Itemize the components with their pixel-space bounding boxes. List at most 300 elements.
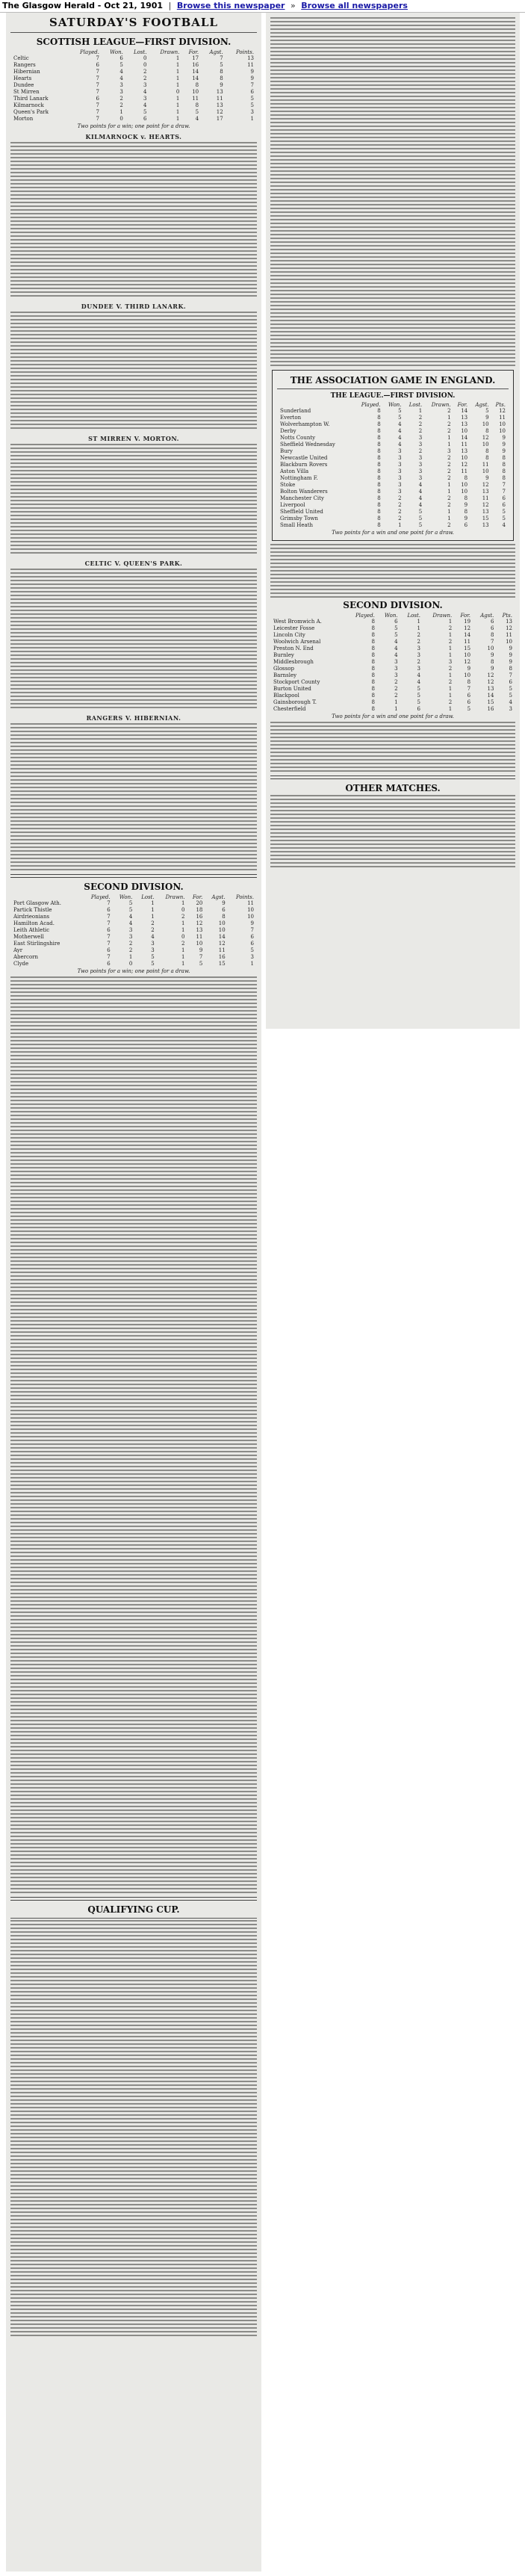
table-cell: 8 — [220, 69, 223, 75]
table-cell: 2 — [394, 693, 398, 699]
table-cell: 11 — [216, 96, 223, 102]
table-cell: 3 — [398, 462, 402, 468]
table-cell: 12 — [216, 109, 223, 115]
table-cell: 8 — [371, 679, 375, 685]
results-text — [270, 544, 515, 598]
table-cell: 7 — [107, 914, 111, 920]
match-heading: CELTIC V. QUEEN'S PARK. — [84, 560, 183, 567]
table-cell: 4 — [398, 428, 402, 434]
table-row — [12, 914, 255, 920]
table-cell: 8 — [464, 495, 468, 501]
table-cell: 7 — [199, 954, 203, 960]
table-cell: 1 — [448, 645, 453, 651]
table-cell: 1 — [394, 706, 398, 712]
table-cell: 1 — [181, 947, 185, 953]
table-cell: 8 — [464, 475, 468, 481]
table-cell: 4 — [509, 699, 512, 705]
table-cell: 9 — [220, 82, 223, 88]
table-cell: 10 — [499, 428, 506, 434]
table-row — [12, 55, 255, 62]
match-report-text — [10, 723, 257, 873]
table-cell: 1 — [175, 62, 180, 68]
table-cell: 14 — [461, 408, 468, 414]
table-cell: 8 — [195, 82, 199, 88]
table-cell: 2 — [398, 515, 402, 521]
browse-all-newspapers-link[interactable]: Browse all newspapers — [301, 1, 408, 10]
table-cell: 1 — [447, 482, 451, 488]
table-cell: 5 — [418, 515, 423, 521]
table-row — [272, 672, 514, 679]
table-cell: 11 — [461, 442, 468, 448]
table-cell: 10 — [482, 468, 489, 474]
column-header: Agst. — [209, 49, 223, 55]
table-cell: 13 — [487, 686, 494, 692]
team-name: Kilmarnock — [13, 102, 44, 108]
table-cell: 4 — [128, 920, 133, 926]
table-cell: 2 — [448, 699, 453, 705]
table-cell: 4 — [398, 421, 402, 427]
table-cell: 9 — [250, 75, 254, 81]
table-cell: 8 — [377, 475, 381, 481]
table-cell: 18 — [196, 907, 203, 913]
second-division-heading: SECOND DIVISION. — [84, 882, 184, 892]
table-cell: 1 — [448, 632, 453, 638]
table-cell: 7 — [509, 672, 512, 678]
table-row — [279, 435, 507, 442]
table-cell: 6 — [96, 62, 99, 68]
table-row — [12, 82, 255, 89]
table-cell: 8 — [467, 679, 471, 685]
divider — [10, 1918, 257, 1919]
table-row — [279, 482, 507, 489]
table-cell: 7 — [107, 900, 111, 906]
table-cell: 8 — [377, 408, 381, 414]
team-name: Bolton Wanderers — [280, 489, 328, 495]
browse-this-newspaper-link[interactable]: Browse this newspaper — [176, 1, 285, 10]
table-cell: 8 — [371, 659, 375, 665]
table-cell: 2 — [448, 679, 453, 685]
match-report-text — [10, 312, 257, 431]
table-cell: 10 — [247, 914, 254, 920]
scottish-league-heading: SCOTTISH LEAGUE—FIRST DIVISION. — [36, 37, 232, 47]
match-heading: KILMARNOCK v. HEARTS. — [85, 133, 182, 140]
team-name: Stockport County — [273, 679, 320, 685]
table-cell: 1 — [448, 619, 453, 625]
team-name: Stoke — [280, 482, 296, 488]
table-cell: 1 — [181, 900, 185, 906]
table-cell: 5 — [250, 947, 254, 953]
divider — [10, 1897, 257, 1901]
team-name: Gainsborough T. — [273, 699, 317, 705]
table-cell: 0 — [181, 934, 185, 940]
page-title: The Glasgow Herald - Oct 21, 1901 — [2, 1, 164, 10]
table-cell: 1 — [181, 961, 185, 967]
table-cell: 5 — [485, 408, 489, 414]
table-cell: 7 — [250, 927, 254, 933]
table-row — [12, 954, 255, 961]
divider — [270, 775, 515, 779]
table-cell: 1 — [447, 489, 451, 495]
table-cell: 2 — [447, 408, 451, 414]
team-name: Dundee — [13, 82, 34, 88]
table-cell: 2 — [128, 941, 133, 947]
table-cell: 9 — [485, 475, 489, 481]
table-cell: 7 — [96, 89, 99, 95]
column-header: Played. — [90, 894, 111, 900]
table-cell: 7 — [96, 55, 99, 61]
column-header: Drawn. — [432, 613, 453, 619]
team-name: Grimsby Town — [280, 515, 318, 521]
column-header: Drawn. — [165, 894, 185, 900]
table-row — [12, 62, 255, 69]
team-name: Celtic — [13, 55, 29, 61]
table-cell: 10 — [196, 941, 203, 947]
column-header: Drawn. — [160, 49, 180, 55]
table-cell: 2 — [119, 96, 123, 102]
table-cell: 7 — [502, 489, 506, 495]
table-cell: 2 — [181, 914, 185, 920]
table-cell: 3 — [143, 82, 147, 88]
table-cell: 2 — [448, 666, 453, 672]
table-cell: 2 — [398, 495, 402, 501]
table-cell: 12 — [487, 672, 494, 678]
team-name: Sunderland — [280, 408, 311, 414]
table-cell: 8 — [509, 666, 512, 672]
table-cell: 6 — [490, 619, 494, 625]
table-cell: 8 — [490, 659, 494, 665]
table-cell: 3 — [394, 666, 398, 672]
english-league-heading: THE LEAGUE.—FIRST DIVISION. — [330, 392, 456, 400]
table-cell: 8 — [220, 75, 223, 81]
table-cell: 13 — [482, 509, 489, 515]
table-cell: 4 — [418, 482, 423, 488]
table-cell: 2 — [418, 428, 423, 434]
table-cell: 20 — [196, 900, 203, 906]
table-cell: 9 — [509, 659, 512, 665]
table-cell: 7 — [107, 941, 111, 947]
table-cell: 6 — [394, 619, 398, 625]
scottish-league-table — [12, 49, 255, 123]
table-cell: 4 — [398, 442, 402, 448]
table-cell: 9 — [490, 666, 494, 672]
table-cell: 0 — [175, 89, 180, 95]
table-cell: 2 — [398, 509, 402, 515]
table-cell: 1 — [448, 693, 453, 699]
table-cell: 2 — [447, 462, 451, 468]
table-cell: 8 — [377, 442, 381, 448]
table-cell: 2 — [447, 502, 451, 508]
table-cell: 16 — [218, 954, 226, 960]
table-cell: 2 — [181, 941, 185, 947]
table-cell: 8 — [371, 645, 375, 651]
team-name: Aston Villa — [280, 468, 309, 474]
table-cell: 14 — [192, 75, 199, 81]
table-cell: 6 — [107, 961, 111, 967]
table-cell: 3 — [119, 82, 123, 88]
match-report-text — [10, 444, 257, 556]
table-cell: 2 — [394, 686, 398, 692]
column-header: For. — [460, 613, 471, 619]
team-name: Newcastle United — [280, 455, 328, 461]
table-row — [279, 408, 507, 415]
team-name: Clyde — [13, 961, 29, 967]
column-header: Agst. — [475, 402, 489, 408]
table-cell: 12 — [506, 625, 512, 631]
association-heading: THE ASSOCIATION GAME IN ENGLAND. — [290, 375, 496, 386]
table-cell: 3 — [417, 666, 420, 672]
table-cell: 8 — [377, 428, 381, 434]
table-cell: 1 — [151, 900, 155, 906]
table-cell: 8 — [371, 672, 375, 678]
table-cell: 8 — [464, 509, 468, 515]
table-row — [272, 679, 514, 686]
article-text — [270, 17, 515, 367]
table-cell: 4 — [418, 489, 423, 495]
table-cell: 12 — [482, 435, 489, 441]
table-cell: 6 — [107, 947, 111, 953]
english-league-table — [279, 402, 507, 529]
table-cell: 7 — [96, 82, 99, 88]
table-cell: 6 — [96, 96, 99, 102]
column-header: Drawn. — [431, 402, 451, 408]
table-cell: 7 — [502, 482, 506, 488]
team-name: Woolwich Arsenal — [273, 639, 321, 645]
team-name: Liverpool — [280, 502, 305, 508]
column-header: Won. — [110, 49, 123, 55]
table-cell: 13 — [461, 448, 468, 454]
qualifying-cup-heading: QUALIFYING CUP. — [87, 1904, 180, 1915]
table-cell: 8 — [502, 468, 506, 474]
table-cell: 3 — [418, 435, 423, 441]
column-header: Lost. — [141, 894, 155, 900]
table-cell: 4 — [119, 75, 123, 81]
table-cell: 1 — [181, 920, 185, 926]
table-cell: 11 — [506, 632, 512, 638]
table-cell: 15 — [482, 515, 489, 521]
table-cell: 17 — [216, 116, 223, 122]
table-cell: 10 — [461, 482, 468, 488]
table-cell: 1 — [175, 109, 180, 115]
table-cell: 4 — [418, 502, 423, 508]
table-cell: 8 — [502, 475, 506, 481]
table-cell: 8 — [377, 455, 381, 461]
table-cell: 14 — [487, 693, 494, 699]
table-cell: 8 — [377, 435, 381, 441]
table-cell: 11 — [218, 947, 226, 953]
table-cell: 1 — [447, 415, 451, 421]
team-name: Partick Thistle — [13, 907, 52, 913]
table-cell: 13 — [461, 421, 468, 427]
table-cell: 8 — [377, 448, 381, 454]
table-cell: 8 — [377, 468, 381, 474]
table-cell: 5 — [195, 109, 199, 115]
table-cell: 2 — [394, 679, 398, 685]
table-cell: 8 — [377, 489, 381, 495]
table-cell: 3 — [119, 89, 123, 95]
table-cell: 9 — [467, 666, 471, 672]
table-cell: 13 — [461, 415, 468, 421]
table-cell: 13 — [482, 522, 489, 528]
table-cell: 4 — [151, 934, 155, 940]
article-text — [10, 1920, 257, 2338]
table-cell: 2 — [417, 639, 420, 645]
table-row — [272, 639, 514, 645]
table-cell: 2 — [417, 632, 420, 638]
table-cell: 9 — [502, 448, 506, 454]
table-cell: 6 — [467, 699, 471, 705]
table-cell: 7 — [96, 116, 99, 122]
team-name: Notts County — [280, 435, 316, 441]
table-cell: 4 — [195, 116, 199, 122]
table-cell: 14 — [192, 69, 199, 75]
table-row — [279, 462, 507, 468]
right-column — [266, 13, 520, 1029]
table-row — [12, 941, 255, 947]
table-cell: 8 — [502, 462, 506, 468]
table-cell: 14 — [461, 435, 468, 441]
team-name: Ayr — [13, 947, 23, 953]
divider — [10, 874, 257, 878]
table-cell: 8 — [377, 502, 381, 508]
team-name: Morton — [13, 116, 34, 122]
table-cell: 10 — [461, 428, 468, 434]
table-row — [12, 927, 255, 934]
table-cell: 7 — [107, 920, 111, 926]
table-cell: 3 — [398, 482, 402, 488]
table-cell: 15 — [487, 699, 494, 705]
table-cell: 9 — [250, 920, 254, 926]
table-cell: 8 — [371, 625, 375, 631]
team-name: Wolverhampton W. — [280, 421, 330, 427]
table-row — [279, 415, 507, 421]
column-header: Lost. — [133, 49, 147, 55]
table-cell: 11 — [464, 639, 471, 645]
table-cell: 3 — [398, 455, 402, 461]
table-cell: 8 — [371, 706, 375, 712]
other-matches-heading: OTHER MATCHES. — [345, 783, 441, 793]
table-cell: 1 — [175, 102, 180, 108]
table-cell: 0 — [143, 55, 147, 61]
team-name: Leicester Fosse — [273, 625, 315, 631]
table-cell: 12 — [218, 941, 226, 947]
table-cell: 8 — [377, 421, 381, 427]
table-cell: 5 — [418, 522, 423, 528]
team-name: Lincoln City — [273, 632, 305, 638]
team-name: West Bromwich A. — [273, 619, 322, 625]
table-cell: 5 — [199, 961, 203, 967]
table-cell: 5 — [250, 96, 254, 102]
team-name: Sheffield Wednesday — [280, 442, 335, 448]
table-cell: 1 — [448, 672, 453, 678]
table-cell: 3 — [394, 659, 398, 665]
table-cell: 3 — [128, 927, 133, 933]
team-name: Queen's Park — [13, 109, 49, 115]
table-cell: 12 — [464, 659, 471, 665]
article-text — [10, 976, 257, 1895]
team-name: St Mirren — [13, 89, 40, 95]
table-cell: 5 — [151, 961, 155, 967]
table-cell: 8 — [502, 455, 506, 461]
table-cell: 9 — [509, 652, 512, 658]
table-cell: 9 — [464, 515, 468, 521]
table-cell: 11 — [499, 415, 506, 421]
table-cell: 9 — [250, 69, 254, 75]
table-cell: 10 — [461, 489, 468, 495]
table-cell: 11 — [247, 900, 254, 906]
table-cell: 3 — [418, 468, 423, 474]
table-cell: 6 — [250, 934, 254, 940]
table-cell: 3 — [447, 448, 451, 454]
table-cell: 15 — [218, 961, 226, 967]
team-name: Motherwell — [13, 934, 44, 940]
table-row — [12, 961, 255, 967]
table-cell: 2 — [151, 920, 155, 926]
browser-topbar — [0, 0, 525, 13]
table-cell: 8 — [490, 632, 494, 638]
table-cell: 5 — [418, 509, 423, 515]
table-cell: 5 — [128, 900, 133, 906]
table-row — [272, 659, 514, 666]
table-cell: 2 — [447, 428, 451, 434]
table-cell: 6 — [467, 693, 471, 699]
table-cell: 4 — [394, 645, 398, 651]
table-cell: 3 — [398, 468, 402, 474]
results-text — [270, 722, 515, 774]
table-row — [279, 515, 507, 522]
table-cell: 7 — [96, 75, 99, 81]
table-cell: 2 — [418, 415, 423, 421]
association-game-section — [272, 370, 514, 541]
table-row — [279, 468, 507, 475]
table-cell: 2 — [448, 625, 453, 631]
table-cell: 5 — [250, 102, 254, 108]
table-cell: 5 — [128, 907, 133, 913]
table-cell: 17 — [192, 55, 199, 61]
table-cell: 5 — [509, 693, 512, 699]
table-row — [272, 632, 514, 639]
table-cell: 0 — [143, 62, 147, 68]
column-header: Played. — [361, 402, 381, 408]
table-cell: 3 — [250, 109, 254, 115]
table-cell: 1 — [417, 619, 420, 625]
table-cell: 8 — [377, 415, 381, 421]
table-cell: 8 — [371, 699, 375, 705]
table-cell: 5 — [220, 62, 223, 68]
table-cell: 5 — [502, 515, 506, 521]
table-cell: 6 — [107, 907, 111, 913]
table-cell: 6 — [502, 495, 506, 501]
left-column — [6, 13, 261, 2572]
table-cell: 11 — [192, 96, 199, 102]
column-header: For. — [192, 894, 203, 900]
table-cell: 5 — [119, 62, 123, 68]
column-header: Agst. — [480, 613, 494, 619]
table-cell: 10 — [482, 442, 489, 448]
table-cell: 3 — [418, 462, 423, 468]
column-header-blank — [12, 49, 68, 55]
table-cell: 9 — [222, 900, 226, 906]
table-cell: 0 — [181, 907, 185, 913]
table-cell: 8 — [222, 914, 226, 920]
table-cell: 3 — [417, 645, 420, 651]
table-cell: 8 — [371, 619, 375, 625]
table-cell: 12 — [196, 920, 203, 926]
table-row — [12, 109, 255, 116]
table-cell: 9 — [485, 415, 489, 421]
table-cell: 8 — [377, 509, 381, 515]
table-cell: 7 — [96, 109, 99, 115]
points-note: Two points for a win; one point for a draw. — [77, 968, 190, 974]
